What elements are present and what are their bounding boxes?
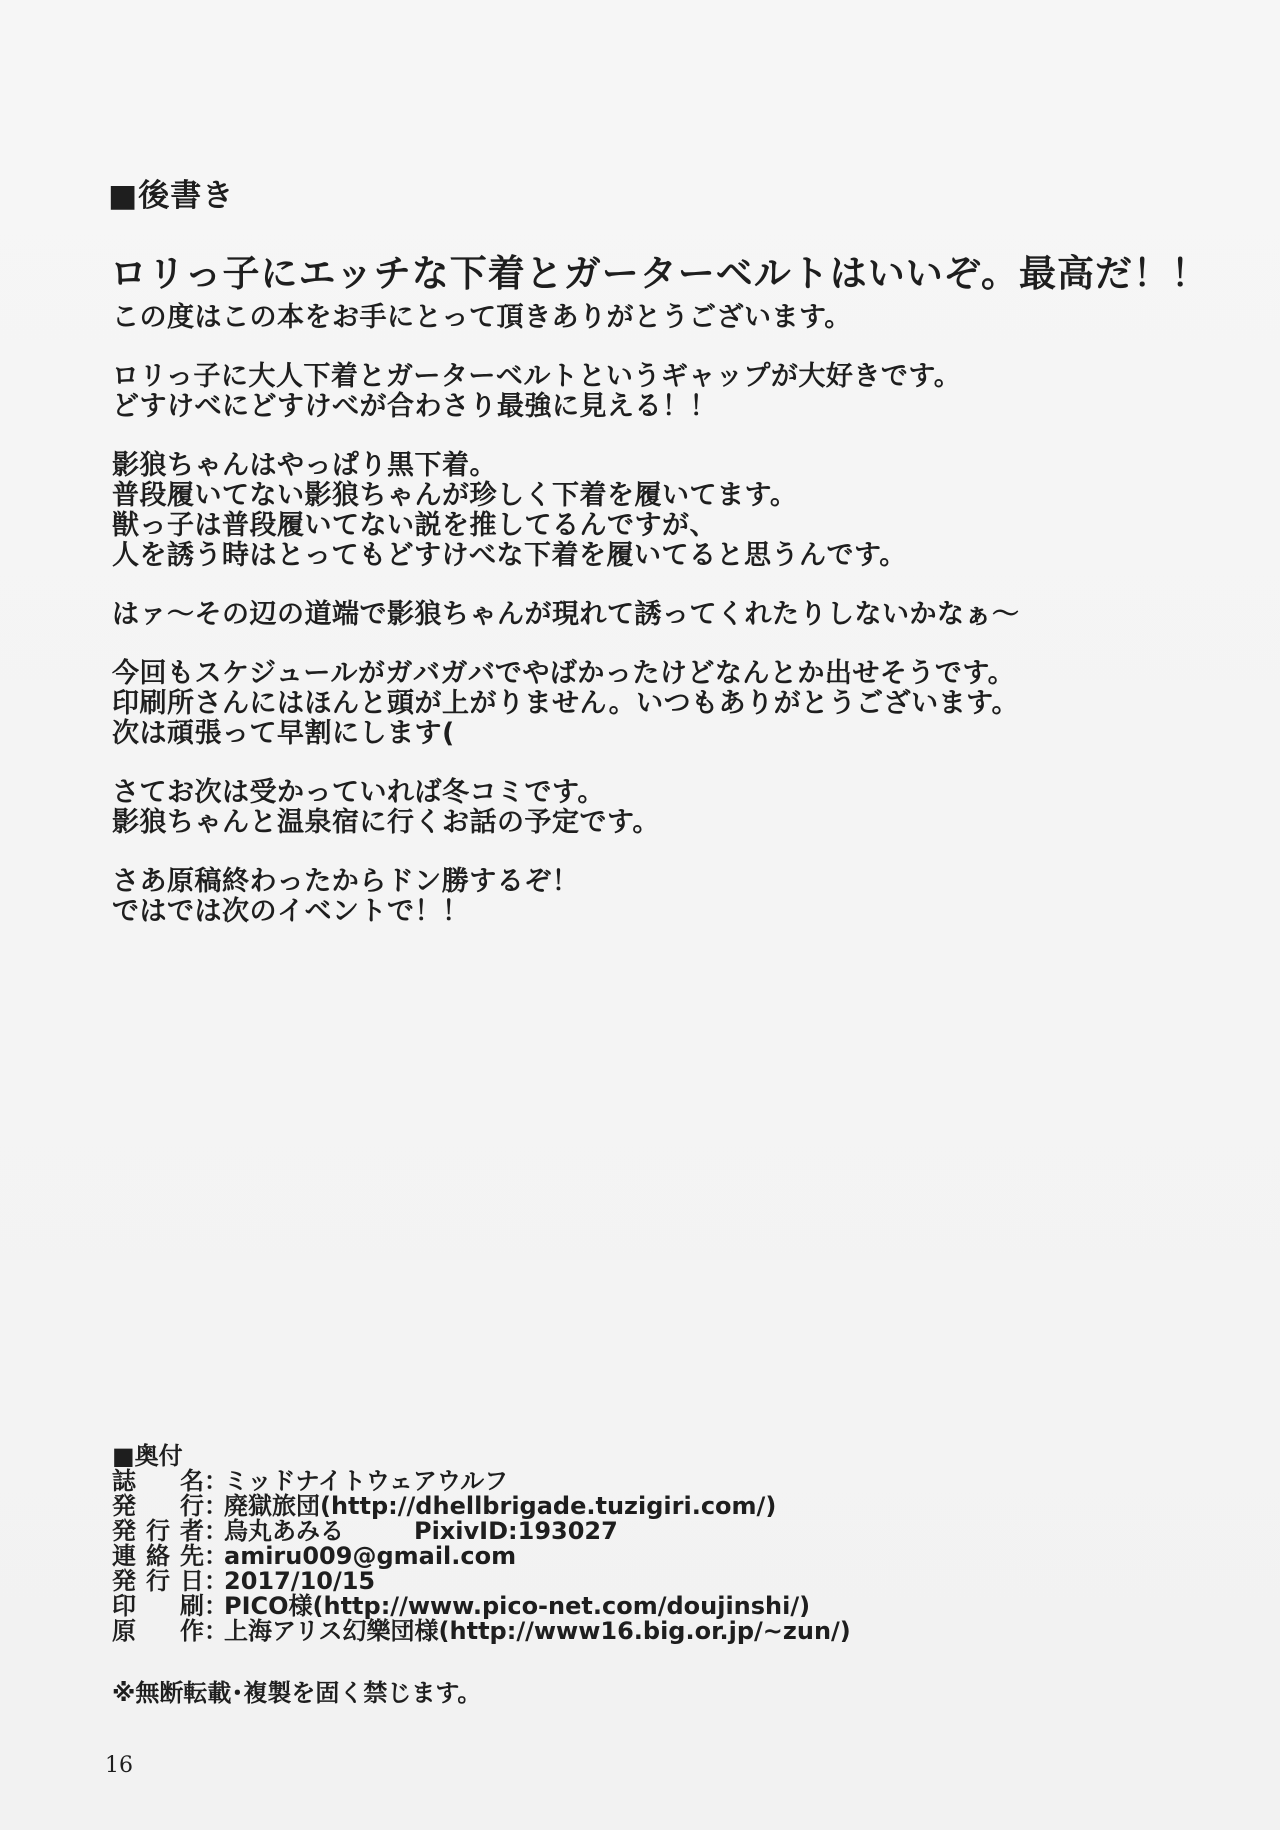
afterword-line: 印刷所さんにはほんと頭が上がりません。いつもありがとうございます。 [112, 688, 1019, 719]
afterword-line: はァ～その辺の道端で影狼ちゃんが現れて誘ってくれたりしないかなぁ～ [112, 599, 1020, 630]
afterword-line: さあ原稿終わったからドン勝するぞ！ [112, 866, 580, 897]
colophon-label: 発 行 [112, 1492, 204, 1520]
afterword-line: この度はこの本をお手にとって頂きありがとうございます。 [112, 302, 852, 333]
copyright-notice: ※無断転載･複製を固く禁じます。 [112, 1679, 482, 1707]
colophon-row [112, 1544, 1012, 1569]
afterword-line: さてお次は受かっていれば冬コミです。 [112, 777, 605, 808]
colophon-value: 2017/10/15 [224, 1567, 376, 1595]
colophon-heading: ■奥付 [112, 1442, 183, 1470]
afterword-line: ロリっ子に大人下着とガーターベルトというギャップが大好きです。 [112, 361, 962, 392]
colophon-value: 廃獄旅団(http://dhellbrigade.tuzigiri.com/) [224, 1492, 777, 1520]
afterword-paragraph [112, 867, 1212, 927]
colophon-colon: ： [204, 1567, 228, 1595]
afterword-paragraph [112, 600, 1212, 630]
afterword-line: 影狼ちゃんと温泉宿に行くお話の予定です。 [112, 807, 660, 838]
afterword-paragraph [112, 303, 1212, 333]
afterword-line: 人を誘う時はとってもどすけべな下着を履いてると思うんです。 [112, 540, 907, 571]
colophon-row [112, 1494, 1012, 1519]
afterword-line: どすけべにどすけべが合わさり最強に見える！！ [112, 391, 717, 422]
colophon-colon: ： [204, 1542, 228, 1570]
colophon-row [112, 1619, 1012, 1644]
afterword-paragraph [112, 778, 1212, 838]
colophon-label: 発 行 日 [112, 1567, 204, 1595]
colophon-colon: ： [204, 1492, 228, 1520]
colophon-colon: ： [204, 1592, 228, 1620]
colophon-row [112, 1469, 1012, 1494]
page-number: 16 [105, 1753, 133, 1778]
afterword-paragraph [112, 659, 1212, 749]
afterword-line: 普段履いてない影狼ちゃんが珍しく下着を履いてます。 [112, 480, 798, 511]
afterword-line: 次は頑張って早割にします( [112, 718, 455, 749]
afterword-body [112, 303, 1212, 956]
afterword-heading: ■後書き [108, 178, 235, 214]
afterword-paragraph [112, 362, 1212, 422]
colophon-value: 烏丸あみる [224, 1517, 344, 1545]
colophon-value: PICO様(http://www.pico-net.com/doujinshi/) [224, 1592, 811, 1620]
afterword-line: ではでは次のイベントで！！ [112, 896, 470, 927]
colophon-colon: ： [204, 1617, 228, 1645]
colophon-colon: ： [204, 1517, 228, 1545]
afterword-line: 影狼ちゃんはやっぱり黒下着。 [112, 450, 497, 481]
colophon-label: 誌 名 [112, 1467, 204, 1495]
colophon-label: 原 作 [112, 1617, 204, 1645]
afterword-paragraph [112, 451, 1212, 571]
colophon-value: 上海アリス幻樂団様(http://www16.big.or.jp/~zun/) [224, 1617, 851, 1645]
colophon-value: ミッドナイトウェアウルフ [224, 1467, 509, 1495]
colophon-row [112, 1594, 1012, 1619]
afterword-headline: ロリっ子にエッチな下着とガーターベルトはいいぞ。最高だ！！ [110, 252, 1210, 295]
colophon-rows [112, 1469, 1012, 1644]
colophon-label: 連 絡 先 [112, 1542, 204, 1570]
colophon-row [112, 1519, 1012, 1544]
afterword-line: 今回もスケジュールがガバガバでやばかったけどなんとか出せそうです。 [112, 658, 1016, 689]
colophon-colon: ： [204, 1467, 228, 1495]
colophon-label: 印 刷 [112, 1592, 204, 1620]
afterword-line: 獣っ子は普段履いてない説を推してるんですが、 [112, 510, 717, 541]
colophon-row [112, 1569, 1012, 1594]
colophon-value: amiru009@gmail.com [224, 1542, 517, 1570]
colophon-extra: PixivID:193027 [414, 1517, 618, 1545]
colophon [112, 1443, 1012, 1644]
colophon-label: 発 行 者 [112, 1517, 204, 1545]
